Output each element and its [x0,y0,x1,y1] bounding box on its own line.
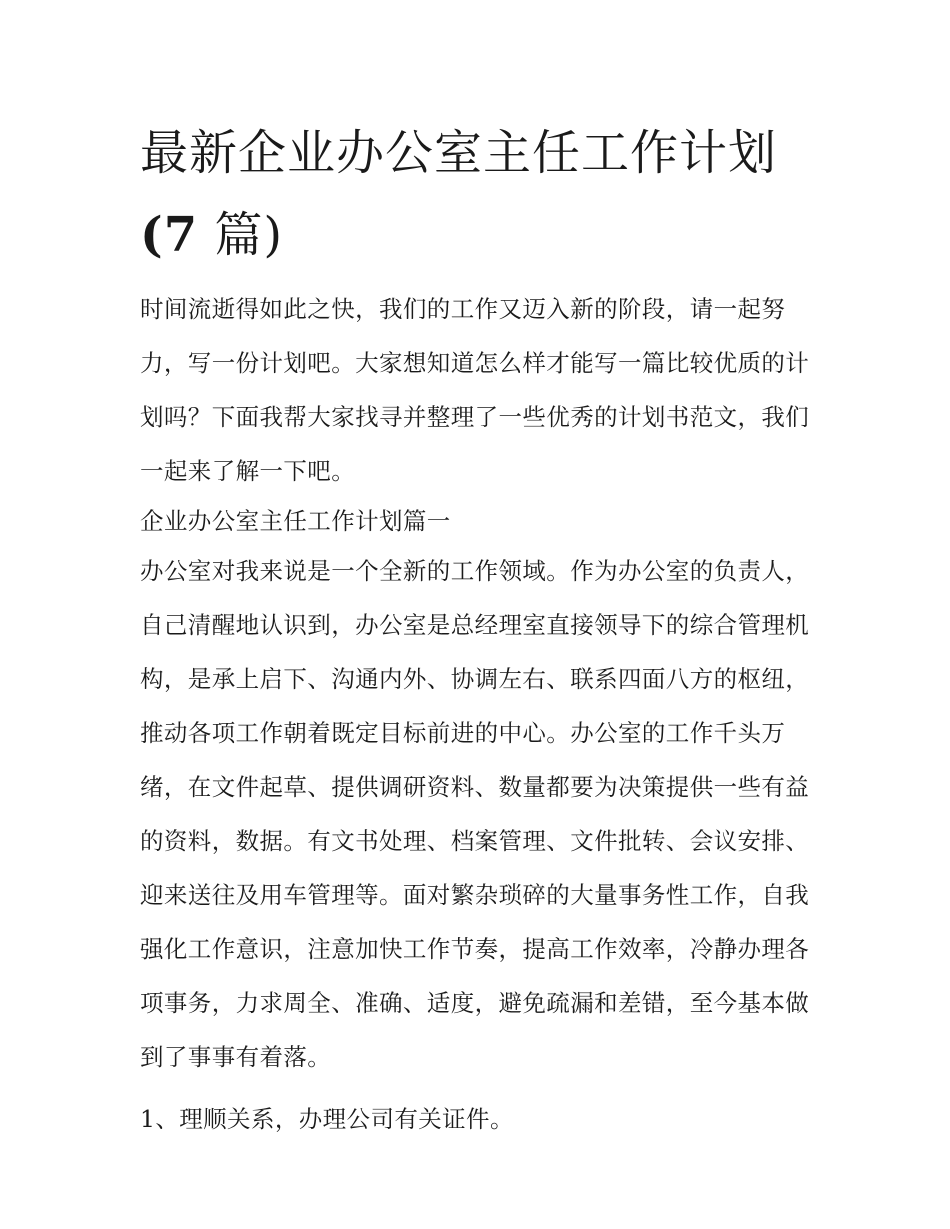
list-item-1: 1、理顺关系，办理公司有关证件。 [140,1105,514,1133]
document-title [140,112,820,276]
body-paragraph: 办公室对我来说是一个全新的工作领域。作为办公室的负责人，自己清醒地认识到，办公室是总经理室直接领导下的综合管理机构，是承上启下、沟通内外、协调左右、联系四面八方的枢纽，推动各项工作朝着既定目标前进的中心。办公室的工作千头万绪，在文件起草、提供调研资料、数量都要为决策提供一些有益的资料，数据。有文书处理、档案管理、文件批转、会议安排、迎来送往及用车管理等。面对繁杂琐碎的大量事务性工作，自我强化工作意识，注意加快工作节奏，提高工作效率，冷静办理各项事务，力求周全、准确、适度，避免疏漏和差错，至今基本做到了事事有着落。 [140,557,810,1071]
title-count: (7 [140,207,199,263]
intro-paragraph: 时间流逝得如此之快，我们的工作又迈入新的阶段，请一起努力，写一份计划吧。大家想知道怎么样才能写一篇比较优质的计划吗？下面我帮大家找寻并整理了一些优秀的计划书范文，我们一起来了解一下吧。 [140,295,810,485]
document-page [140,112,820,1146]
title-count-suffix: 篇) [198,207,284,263]
section-heading: 企业办公室主任工作计划篇一 [140,507,451,535]
title-line-1: 最新企业办公室主任工作计划 [140,125,778,181]
